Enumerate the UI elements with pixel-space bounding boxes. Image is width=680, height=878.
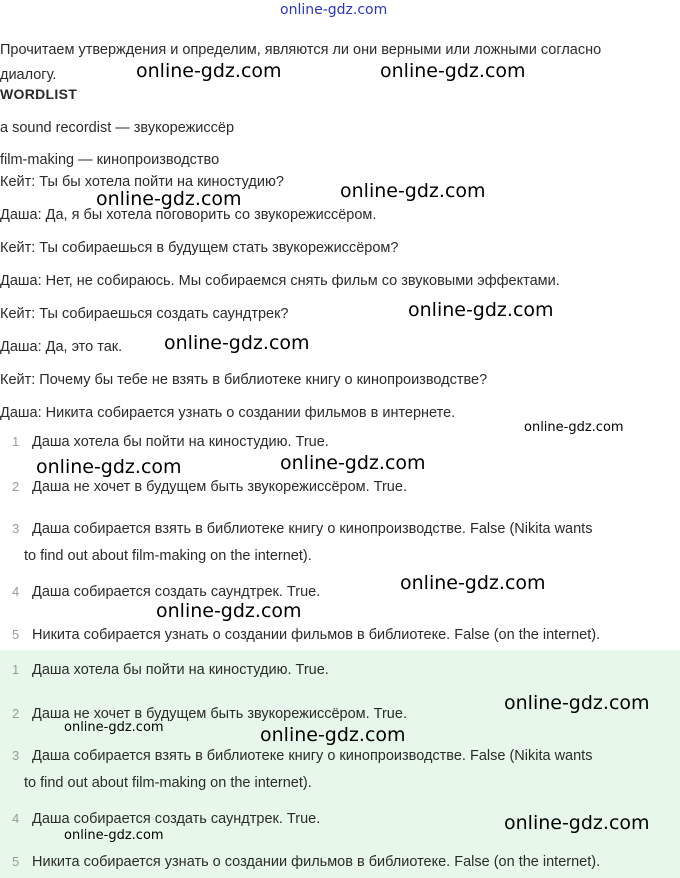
- watermark: online-gdz.com: [524, 420, 624, 435]
- site-header-link[interactable]: online-gdz.com: [280, 2, 388, 18]
- watermark: online-gdz.com: [36, 456, 182, 478]
- watermark: online-gdz.com: [156, 600, 302, 622]
- answer-text: Даша собирается создать саундтрек. True.: [32, 811, 321, 827]
- wordlist-item: a sound recordist — звукорежиссёр: [0, 120, 235, 136]
- answer-text-continued: to find out about film-making on the internet).: [24, 548, 312, 564]
- dialogue-line: Кейт: Ты бы хотела пойти на киностудию?: [0, 174, 284, 190]
- intro-paragraph: Прочитаем утверждения и определим, являются ли они верными или ложными согласно диалогу.: [0, 42, 602, 83]
- wordlist-item: film-making — кинопроизводство: [0, 152, 220, 168]
- watermark: online-gdz.com: [504, 812, 650, 834]
- answer-number: 2: [12, 479, 20, 494]
- answer-item: [0, 742, 676, 797]
- answer-number: 5: [12, 627, 20, 642]
- answer-text: Даша собирается взять в библиотеке книгу о кинопроизводстве. False (Nikita wants: [32, 748, 593, 764]
- answer-number: 4: [12, 811, 20, 826]
- watermark: online-gdz.com: [408, 299, 554, 321]
- answer-item: [0, 578, 676, 606]
- answer-text: Даша собирается создать саундтрек. True.: [32, 584, 321, 600]
- answer-number: 5: [12, 854, 20, 869]
- answer-number: 4: [12, 584, 20, 599]
- answer-number: 1: [12, 662, 20, 677]
- answer-item: [0, 621, 676, 649]
- answer-text: Даша собирается взять в библиотеке книгу о кинопроизводстве. False (Nikita wants: [32, 521, 593, 537]
- watermark: online-gdz.com: [260, 724, 406, 746]
- answer-item: [0, 656, 676, 684]
- dialogue-line: Даша: Никита собирается узнать о создании фильмов в интернете.: [0, 405, 456, 421]
- watermark: online-gdz.com: [136, 60, 282, 82]
- answer-number: 1: [12, 434, 20, 449]
- watermark: online-gdz.com: [380, 60, 526, 82]
- dialogue-line: Даша: Да, это так.: [0, 339, 123, 355]
- dialogue-line: Даша: Нет, не собираюсь. Мы собираемся снять фильм со звуковыми эффектами.: [0, 273, 560, 289]
- watermark: online-gdz.com: [504, 692, 650, 714]
- dialogue-line: Кейт: Ты собираешься создать саундтрек?: [0, 306, 289, 322]
- answer-text: Даша не хочет в будущем быть звукорежиссёром. True.: [32, 706, 407, 722]
- answer-text: Никита собирается узнать о создании фильмов в библиотеке. False (on the internet).: [32, 627, 601, 643]
- watermark: online-gdz.com: [96, 188, 242, 210]
- wordlist-heading: WORDLIST: [0, 86, 78, 102]
- answer-number: 2: [12, 706, 20, 721]
- dialogue-line: Кейт: Почему бы тебе не взять в библиотеке книгу о кинопроизводстве?: [0, 372, 488, 388]
- watermark: online-gdz.com: [164, 332, 310, 354]
- answer-text: Даша хотела бы пойти на киностудию. True.: [32, 434, 329, 450]
- answer-text-continued: to find out about film-making on the internet).: [24, 775, 312, 791]
- watermark: online-gdz.com: [280, 452, 426, 474]
- watermark: online-gdz.com: [340, 180, 486, 202]
- watermark: online-gdz.com: [400, 572, 546, 594]
- dialogue-line: Даша: Да, я бы хотела поговорить со звукорежиссёром.: [0, 207, 377, 223]
- answer-text: Никита собирается узнать о создании фильмов в библиотеке. False (on the internet).: [32, 854, 601, 870]
- answer-item: [0, 848, 676, 876]
- answer-text: Даша не хочет в будущем быть звукорежиссёром. True.: [32, 479, 407, 495]
- watermark: online-gdz.com: [64, 828, 164, 843]
- answer-number: 3: [12, 748, 20, 763]
- dialogue-line: Кейт: Ты собираешься в будущем стать звукорежиссёром?: [0, 240, 399, 256]
- answer-text: Даша хотела бы пойти на киностудию. True.: [32, 662, 329, 678]
- answer-item: [0, 515, 676, 570]
- answer-number: 3: [12, 521, 20, 536]
- watermark: online-gdz.com: [64, 720, 164, 735]
